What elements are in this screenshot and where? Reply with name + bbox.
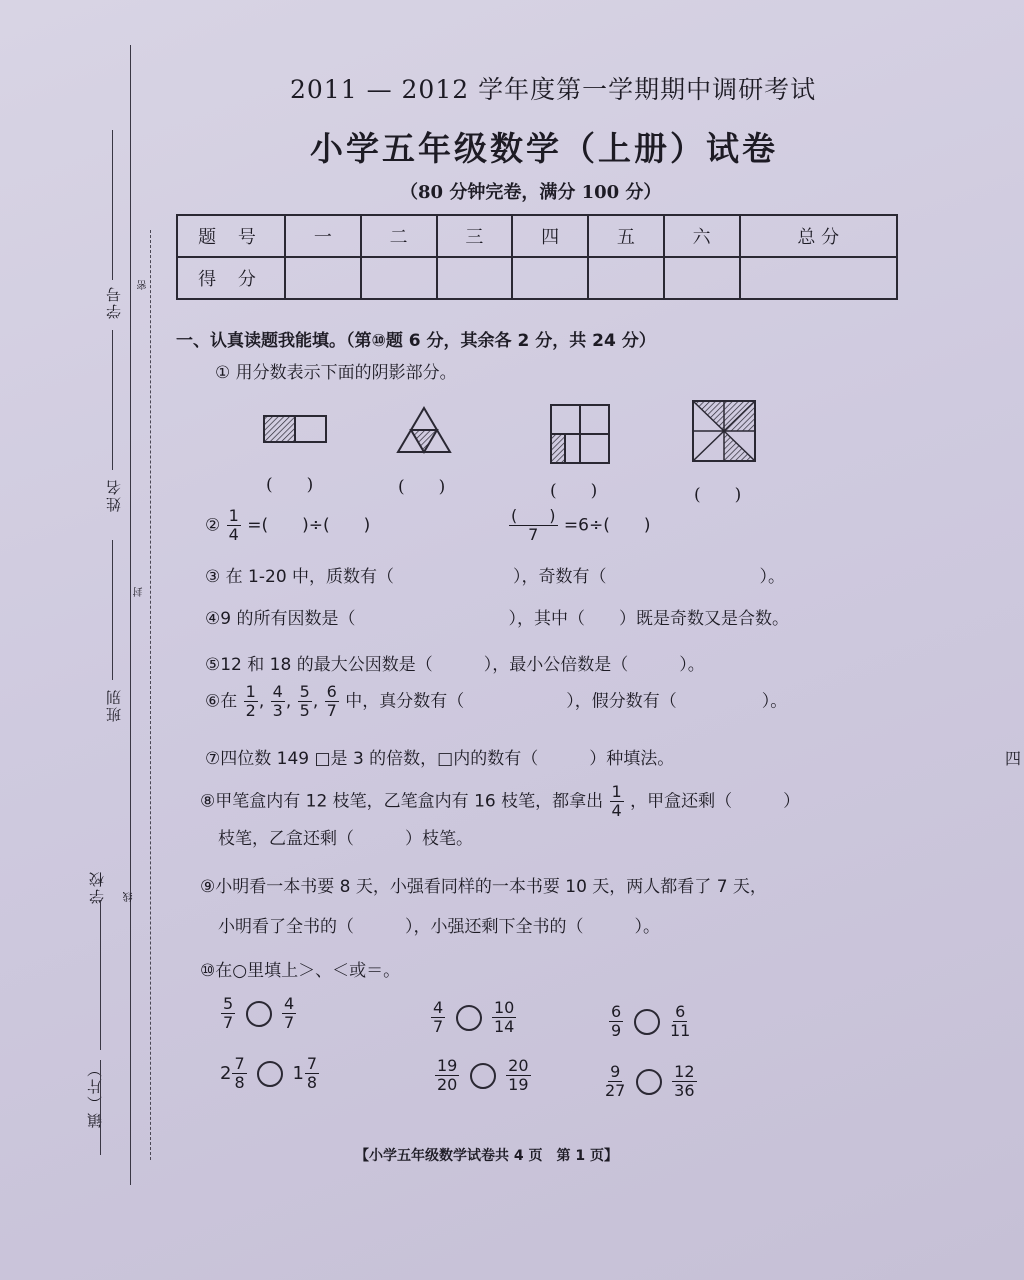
- score-cell-3[interactable]: [437, 257, 513, 299]
- left-fraction: [431, 1000, 445, 1035]
- figure-4-answer[interactable]: ( ): [694, 485, 742, 505]
- score-cell-4[interactable]: [512, 257, 588, 299]
- student-id-label: 学号: [105, 285, 123, 319]
- column-5: 五: [588, 215, 664, 257]
- column-4: 四: [512, 215, 588, 257]
- shaded-triangle-figure: [394, 404, 454, 456]
- score-cell-6[interactable]: [664, 257, 740, 299]
- figure-3-answer[interactable]: ( ): [550, 481, 598, 501]
- compare-item-4: [220, 1056, 320, 1091]
- column-3: 三: [437, 215, 513, 257]
- question-2-equation: =( )÷( ): [247, 515, 371, 536]
- denominator: 14: [494, 1017, 515, 1036]
- left-fraction: [435, 1058, 459, 1093]
- compare-item-5: [434, 1058, 532, 1093]
- denominator: 8: [234, 1073, 245, 1092]
- binding-line-dashed: [150, 230, 151, 1160]
- numerator: 4: [433, 998, 444, 1017]
- question-4: ④9 的所有因数是（ ），其中（ ）既是奇数又是合数。: [205, 609, 789, 629]
- numerator: 5: [223, 994, 234, 1013]
- compare-circle[interactable]: [470, 1063, 496, 1089]
- question-8-text-a: ⑧甲笔盒内有 12 枝笔，乙笔盒内有 16 枝笔，都拿出: [200, 791, 604, 812]
- compare-circle[interactable]: [246, 1001, 272, 1027]
- question-1: ① 用分数表示下面的阴影部分。: [215, 363, 457, 383]
- denominator: 20: [437, 1075, 458, 1094]
- question-6: ⑥在 $\frac{1}{2}$ , $\frac{4}{3}$ , $\frac{5}{5}$ , $\frac{6}{7}$ 中，真分数有（ ），假分数有（ ）。: [205, 682, 788, 720]
- compare-item-6: [604, 1064, 698, 1099]
- school-label: 学校: [88, 870, 106, 904]
- numerator[interactable]: ( ): [511, 506, 556, 525]
- fraction-1-2: [244, 684, 258, 719]
- left-fraction: [609, 1004, 623, 1039]
- section-1-title: 一、认真读题我能填。（第⑩题 6 分，其余各 2 分，共 24 分）: [176, 331, 656, 351]
- denominator: 7: [326, 701, 337, 720]
- shaded-square-figure: [548, 402, 612, 466]
- right-whole-number: 1: [292, 1063, 304, 1084]
- score-cell-total[interactable]: [740, 257, 898, 299]
- numerator: 1: [611, 782, 622, 801]
- denominator: 7: [433, 1017, 444, 1036]
- town-line: [100, 1060, 101, 1155]
- column-1: 一: [285, 215, 361, 257]
- question-6-text: 中，真分数有（ ），假分数有（ ）。: [345, 691, 788, 712]
- numerator: 6: [326, 682, 337, 701]
- denominator: 2: [245, 701, 256, 720]
- denominator: 9: [611, 1021, 622, 1040]
- numerator: 7: [234, 1054, 245, 1073]
- numerator: 1: [245, 682, 256, 701]
- school-line: [100, 900, 101, 1050]
- question-9-continued: 小明看了全书的（ ），小强还剩下全书的（ ）。: [218, 917, 660, 937]
- score-table-score-row: [177, 257, 897, 299]
- right-fraction: [670, 1004, 690, 1039]
- fraction-blank-over-seven: [509, 508, 558, 543]
- column-6: 六: [664, 215, 740, 257]
- score-cell-2[interactable]: [361, 257, 437, 299]
- fraction-1-4: [610, 784, 624, 819]
- column-total: 总 分: [740, 215, 898, 257]
- right-fraction: [282, 996, 296, 1031]
- right-fraction: [672, 1064, 696, 1099]
- question-9: ⑨小明看一本书要 8 天，小强看同样的一本书要 10 天，两人都看了 7 天，: [200, 877, 767, 897]
- numerator: 5: [299, 682, 310, 701]
- denominator: 3: [272, 701, 283, 720]
- figure-1-answer[interactable]: ( ): [266, 475, 314, 495]
- right-fraction: [492, 1000, 516, 1035]
- compare-circle[interactable]: [456, 1005, 482, 1031]
- denominator: 4: [228, 525, 239, 544]
- compare-item-2: [430, 1000, 517, 1035]
- score-table: [176, 214, 898, 300]
- page-footer: 【小学五年级数学试卷共 4 页 第 1 页】: [355, 1148, 618, 1164]
- question-2b: [508, 508, 650, 543]
- numerator: 4: [284, 994, 295, 1013]
- numerator: 12: [674, 1062, 695, 1081]
- question-8: [200, 784, 800, 819]
- denominator: 4: [611, 801, 622, 820]
- compare-circle[interactable]: [634, 1009, 660, 1035]
- next-page-edge-mark: 四: [1005, 749, 1022, 768]
- score-table-header-row: [177, 215, 897, 257]
- town-label: 镇（片）: [86, 1060, 104, 1128]
- question-2: [205, 508, 370, 543]
- question-number-label: 题 号: [177, 215, 285, 257]
- denominator: 7: [223, 1013, 234, 1032]
- numerator: 9: [610, 1062, 621, 1081]
- fraction-6-7: [325, 684, 339, 719]
- question-7: ⑦四位数 149 □是 3 的倍数，□内的数有（ ）种填法。: [205, 749, 675, 769]
- exam-subtitle: （80 分钟完卷，满分 100 分）: [400, 182, 662, 203]
- column-2: 二: [361, 215, 437, 257]
- numerator: 7: [306, 1054, 318, 1073]
- fraction-one-quarter: [227, 508, 241, 543]
- fraction-5-5: [298, 684, 312, 719]
- question-2-number: ②: [205, 515, 221, 536]
- left-fraction: [232, 1056, 246, 1091]
- seal-mark-mi: 密: [138, 278, 149, 290]
- seal-mark-xian: 线: [124, 890, 135, 902]
- figure-2-answer[interactable]: ( ): [398, 477, 446, 497]
- compare-item-1: [220, 996, 297, 1031]
- right-fraction: [305, 1056, 319, 1091]
- exam-title: 2011 — 2012 学年度第一学期期中调研考试: [290, 75, 817, 104]
- compare-circle[interactable]: [636, 1069, 662, 1095]
- numerator: 6: [611, 1002, 622, 1021]
- denominator: 27: [605, 1081, 626, 1100]
- denominator: 5: [299, 701, 310, 720]
- denominator: 8: [306, 1073, 318, 1092]
- fraction-4-3: [271, 684, 285, 719]
- numerator: 1: [228, 506, 239, 525]
- denominator: 7: [528, 525, 539, 544]
- shaded-star-square-figure: [690, 398, 758, 464]
- question-10: ⑩在○里填上＞、＜或＝。: [200, 961, 401, 981]
- score-cell-1[interactable]: [285, 257, 361, 299]
- score-cell-5[interactable]: [588, 257, 664, 299]
- right-fraction: [506, 1058, 530, 1093]
- shaded-rectangle-figure: [262, 404, 328, 444]
- numerator: 19: [437, 1056, 458, 1075]
- compare-circle[interactable]: [257, 1061, 283, 1087]
- binding-line-outer: [130, 45, 131, 1185]
- question-6-prefix: ⑥在: [205, 691, 238, 712]
- left-whole-number: 2: [220, 1063, 232, 1084]
- seal-mark-feng: 封: [134, 585, 145, 597]
- question-3: ③ 在 1-20 中，质数有（ ），奇数有（ ）。: [205, 567, 786, 587]
- class-line: [112, 540, 113, 680]
- numerator: 6: [675, 1002, 686, 1021]
- numerator: 20: [508, 1056, 529, 1075]
- class-label: 班别: [105, 688, 123, 722]
- numerator: 4: [272, 682, 283, 701]
- name-line: [112, 330, 113, 470]
- name-label: 姓名: [105, 478, 123, 512]
- score-label: 得 分: [177, 257, 285, 299]
- question-8-text-b: ，甲盒还剩（ ）: [630, 791, 801, 812]
- denominator: 7: [284, 1013, 295, 1032]
- question-5: ⑤12 和 18 的最大公因数是（ ），最小公倍数是（ ）。: [205, 655, 705, 675]
- compare-item-3: [608, 1004, 691, 1039]
- left-fraction: [221, 996, 235, 1031]
- denominator: 19: [508, 1075, 529, 1094]
- question-8-continued: 枝笔，乙盒还剩（ ）枝笔。: [218, 829, 473, 849]
- left-fraction: [605, 1064, 625, 1099]
- paper-title: 小学五年级数学（上册）试卷: [310, 129, 778, 168]
- question-2b-equation: =6÷( ): [563, 515, 651, 536]
- student-id-line: [112, 130, 113, 280]
- numerator: 10: [494, 998, 515, 1017]
- denominator: 36: [674, 1081, 695, 1100]
- denominator: 11: [670, 1021, 691, 1040]
